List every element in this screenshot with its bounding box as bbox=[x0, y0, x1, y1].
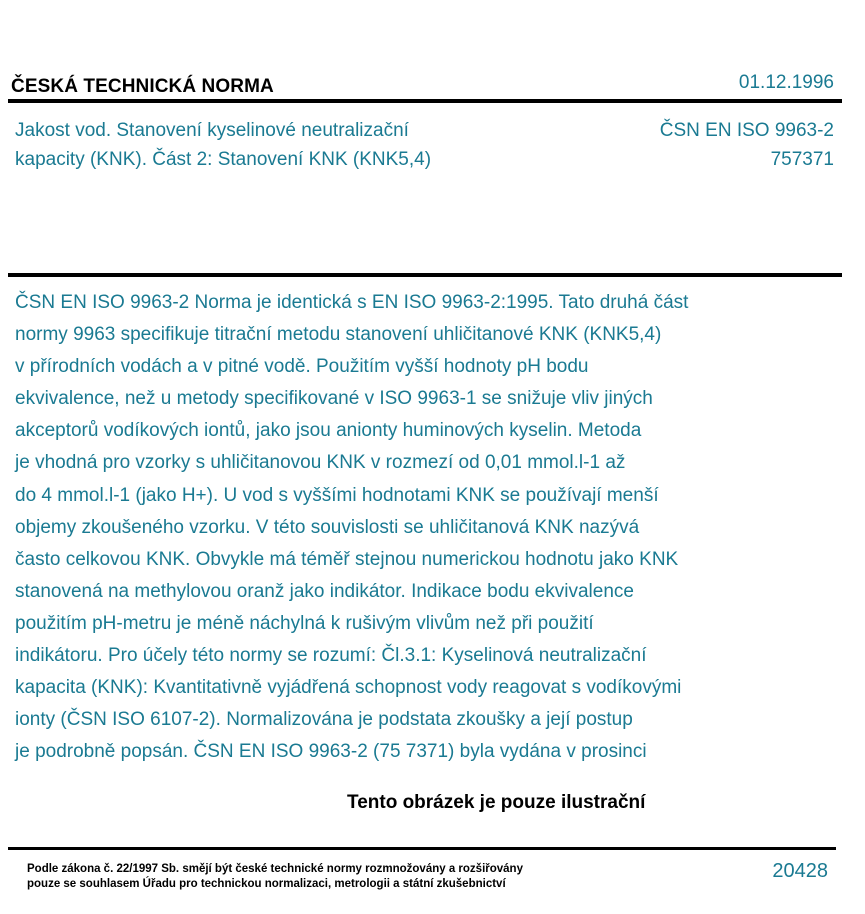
subject-line: kapacity (KNK). Část 2: Stanovení KNK (KNK5,4) bbox=[15, 149, 432, 170]
middle-divider bbox=[8, 273, 842, 277]
description-line: použitím pH-metru je méně náchylná k rušivým vlivům než při použití bbox=[15, 612, 594, 634]
copyright-line: Podle zákona č. 22/1997 Sb. smějí být české technické normy rozmnožovány a rozšiřovány bbox=[27, 863, 523, 875]
description-line: ionty (ČSN ISO 6107-2). Normalizována je podstata zkoušky a její postup bbox=[15, 709, 633, 731]
classification-number: 757371 bbox=[770, 149, 834, 170]
copyright-notice bbox=[27, 862, 523, 892]
illustration-disclaimer: Tento obrázek je pouze ilustrační bbox=[347, 792, 646, 813]
description-line: kapacita (KNK): Kvantitativně vyjádřená schopnost vody reagovat s vodíkovými bbox=[15, 677, 682, 699]
description-line: je vhodná pro vzorky s uhličitanovou KNK v rozmezí od 0,01 mmol.l-1 až bbox=[15, 452, 626, 474]
description-line: v přírodních vodách a v pitné vodě. Použitím vyšší hodnoty pH bodu bbox=[15, 356, 589, 378]
description-line: ČSN EN ISO 9963-2 Norma je identická s EN ISO 9963-2:1995. Tato druhá část bbox=[15, 292, 689, 313]
catalog-number: 20428 bbox=[772, 860, 828, 882]
description-line: ekvivalence, než u metody specifikované v ISO 9963-1 se snižuje vliv jiných bbox=[15, 388, 653, 410]
description-line: je podrobně popsán. ČSN EN ISO 9963-2 (75 7371) byla vydána v prosinci bbox=[15, 741, 647, 763]
document-type-title: ČESKÁ TECHNICKÁ NORMA bbox=[11, 76, 274, 97]
description-line: objemy zkoušeného vzorku. V této souvislosti se uhličitanová KNK nazývá bbox=[15, 516, 640, 538]
copyright-line: pouze se souhlasem Úřadu pro technickou normalizaci, metrologii a státní zkušebnictví bbox=[27, 878, 506, 890]
standard-codes bbox=[660, 116, 834, 174]
description-line: normy 9963 specifikuje titrační metodu stanovení uhličitanové KNK (KNK5,4) bbox=[15, 324, 662, 346]
standard-subject bbox=[15, 116, 575, 174]
description-line: často celkovou KNK. Obvykle má téměř stejnou numerickou hodnotu jako KNK bbox=[15, 548, 679, 570]
description-line: akceptorů vodíkových iontů, jako jsou anionty huminových kyselin. Metoda bbox=[15, 420, 642, 442]
bottom-divider bbox=[8, 847, 836, 850]
standard-designation: ČSN EN ISO 9963-2 bbox=[659, 120, 834, 141]
subject-line: Jakost vod. Stanovení kyselinové neutralizační bbox=[15, 120, 409, 141]
description-line: do 4 mmol.l-1 (jako H+). U vod s vyššími hodnotami KNK se používají menší bbox=[15, 484, 659, 506]
description-line: stanovená na methylovou oranž jako indikátor. Indikace bodu ekvivalence bbox=[15, 580, 634, 602]
description-line: indikátoru. Pro účely této normy se rozumí: Čl.3.1: Kyselinová neutralizační bbox=[15, 645, 647, 667]
publication-date: 01.12.1996 bbox=[738, 72, 834, 93]
standard-description bbox=[15, 287, 845, 768]
top-divider bbox=[8, 99, 842, 103]
